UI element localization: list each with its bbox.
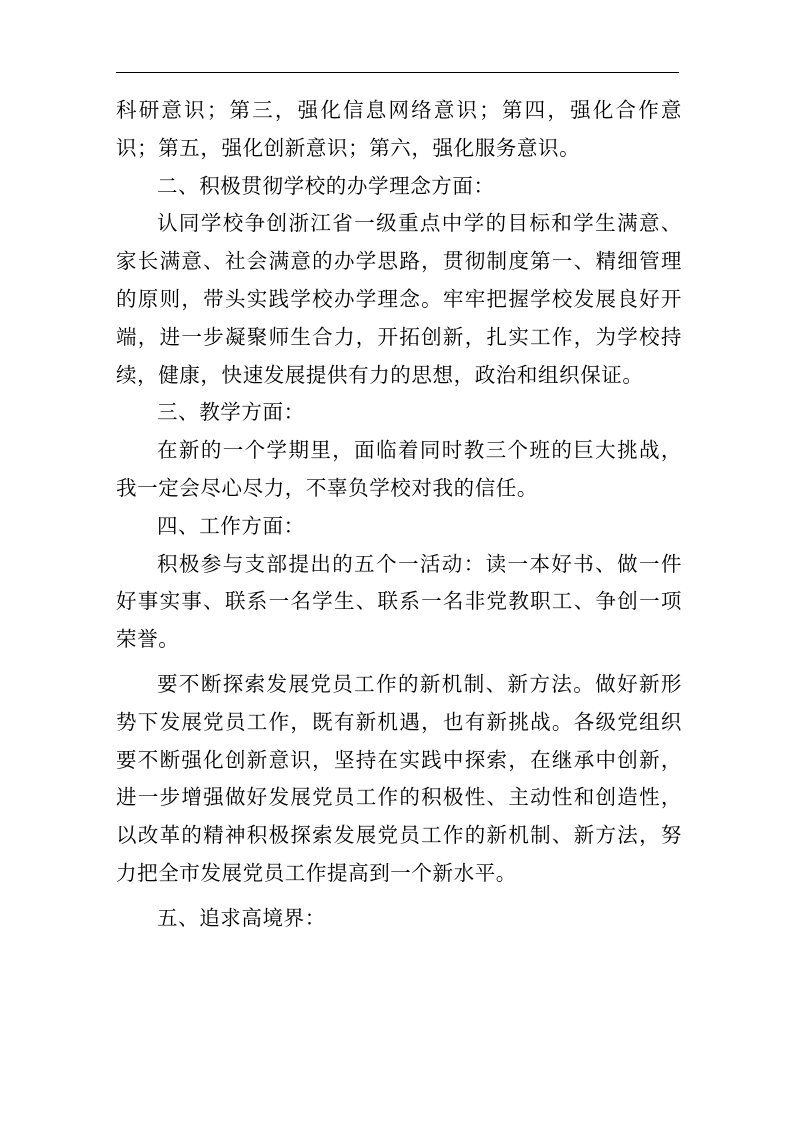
section-heading-4: 四、工作方面： <box>157 513 305 538</box>
paragraph-activities: 积极参与支部提出的五个一活动：读一本好书、做一件好事实事、联系一名学生、联系一名非党教职工、争创一项荣誉。 <box>116 551 682 652</box>
section-heading-2: 二、积极贯彻学校的办学理念方面： <box>157 173 495 198</box>
section-heading-3: 三、教学方面： <box>157 400 305 425</box>
paragraph-continuation: 科研意识；第三，强化信息网络意识；第四，强化合作意识；第五，强化创新意识；第六，强化服务意识。 <box>116 98 682 160</box>
paragraph-school-philosophy: 认同学校争创浙江省一级重点中学的目标和学生满意、家长满意、社会满意的办学思路，贯彻制度第一、精细管理的原则，带头实践学校办学理念。牢牢把握学校发展良好开端，进一步凝聚师生合力，开拓创新，扎实工作，为学校持续，健康，快速发展提供有力的思想，政治和组织保证。 <box>116 211 682 387</box>
header-rule <box>116 72 679 73</box>
paragraph-gap <box>116 893 682 900</box>
paragraph-gap <box>116 659 682 666</box>
document-body <box>116 92 682 938</box>
section-heading-5: 五、追求高境界： <box>157 905 326 930</box>
paragraph-party-work: 要不断探索发展党员工作的新机制、新方法。做好新形势下发展党员工作，既有新机遇，也有新挑战。各级党组织要不断强化创新意识，坚持在实践中探索，在继承中创新，进一步增强做好发展党员工作的积极性、主动性和创造性，以改革的精神积极探索发展党员工作的新机制、新方法，努力把全市发展党员工作提高到一个新水平。 <box>116 671 682 885</box>
paragraph-teaching: 在新的一个学期里，面临着同时教三个班的巨大挑战，我一定会尽心尽力，不辜负学校对我的信任。 <box>116 438 682 500</box>
